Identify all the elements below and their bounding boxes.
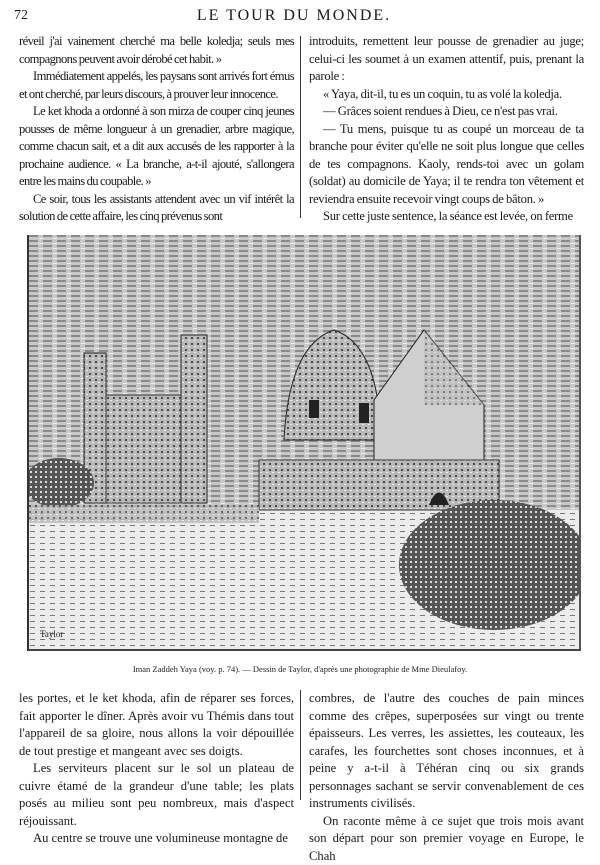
tower-center bbox=[181, 335, 207, 503]
paragraph: les portes, et le ket khoda, afin de réparer ses forces, fait apporter le dîner. Après avoir vu Thémis dans tout l'appareil de sa gloire, nous allons la voir dépouillée de tout prestige et mangeant avec ses doigts. bbox=[19, 690, 294, 760]
artist-signature: Taylor bbox=[40, 629, 63, 639]
column-left-top bbox=[19, 33, 294, 226]
page-number: 72 bbox=[14, 8, 28, 24]
figure-caption: Iman Zaddeh Yaya (voy. p. 74). — Dessin de Taylor, d'après une photographie de Mme Dieulafoy. bbox=[0, 664, 600, 674]
paragraph: Au centre se trouve une volumineuse montagne de bbox=[19, 830, 294, 848]
low-wall bbox=[259, 460, 499, 510]
paragraph: réveil j'ai vainement cherché ma belle koledja; seuls mes compagnons peuvent avoir dérobé cet habit. » bbox=[19, 33, 294, 68]
paragraph: Immédiatement appelés, les paysans sont arrivés fort émus et ont cherché, par leurs discours, à prouver leur innocence. bbox=[19, 68, 294, 103]
paragraph: Les serviteurs placent sur le sol un plateau de cuivre étamé de la grandeur d'une table; les plats posés au milieu sont peu nombreux, mais d'aspect réjouissant. bbox=[19, 760, 294, 830]
column-left-bottom bbox=[19, 690, 294, 848]
paragraph: — Tu mens, puisque tu as coupé un morceau de ta branche pour éviter qu'elle ne soit plus longue que celles de tes compagnons. Kaoly, rends-toi avec un golam (soldat) au domicile de Yaya; il te rendra ton vêtement et reviendra ensuite recevoir vingt coups de bâton. » bbox=[309, 121, 584, 209]
column-right-top bbox=[309, 33, 584, 226]
engraving-illustration bbox=[27, 235, 581, 651]
paragraph: On raconte même à ce sujet que trois mois avant son départ pour son premier voyage en Europe, le Chah bbox=[309, 813, 584, 865]
ruin-wall bbox=[106, 395, 181, 503]
paragraph: Le ket khoda a ordonné à son mirza de couper cinq jeunes pousses de même longueur à un grenadier, arbre magique, comme chacun sait, et a dit aux accusés de les rapporter à la prochaine audience. « La branche, a-t-il ajouté, s'allongera entre les mains du coupable. » bbox=[19, 103, 294, 191]
column-divider bbox=[300, 36, 301, 218]
column-right-bottom bbox=[309, 690, 584, 865]
paragraph: Ce soir, tous les assistants attendent avec un vif intérêt la solution de cette affaire, les cinq prévenus sont bbox=[19, 191, 294, 226]
page-header bbox=[10, 6, 578, 26]
column-divider bbox=[300, 690, 301, 800]
paragraph: combres, de l'autre des couches de pain minces comme des crêpes, superposées sur vingt ou trente épaisseurs. Les verres, les assiettes, les couteaux, les carafes, les fourchettes sont choses inconnues, et à peine y a-t-il à Téhéran cinq ou six grands personnages sachant se servir convenablement de ces instruments civilisés. bbox=[309, 690, 584, 813]
paragraph: introduits, remettent leur pousse de grenadier au juge; celui-ci les soumet à un examen attentif, puis, prenant la parole : bbox=[309, 33, 584, 86]
paragraph: Sur cette juste sentence, la séance est levée, on ferme bbox=[309, 208, 584, 226]
paragraph: « Yaya, dit-il, tu es un coquin, tu as volé la koledja. bbox=[309, 86, 584, 104]
engraving-image bbox=[29, 235, 579, 649]
running-title: LE TOUR DU MONDE. bbox=[10, 7, 578, 25]
paragraph: — Grâces soient rendues à Dieu, ce n'est pas vrai. bbox=[309, 103, 584, 121]
